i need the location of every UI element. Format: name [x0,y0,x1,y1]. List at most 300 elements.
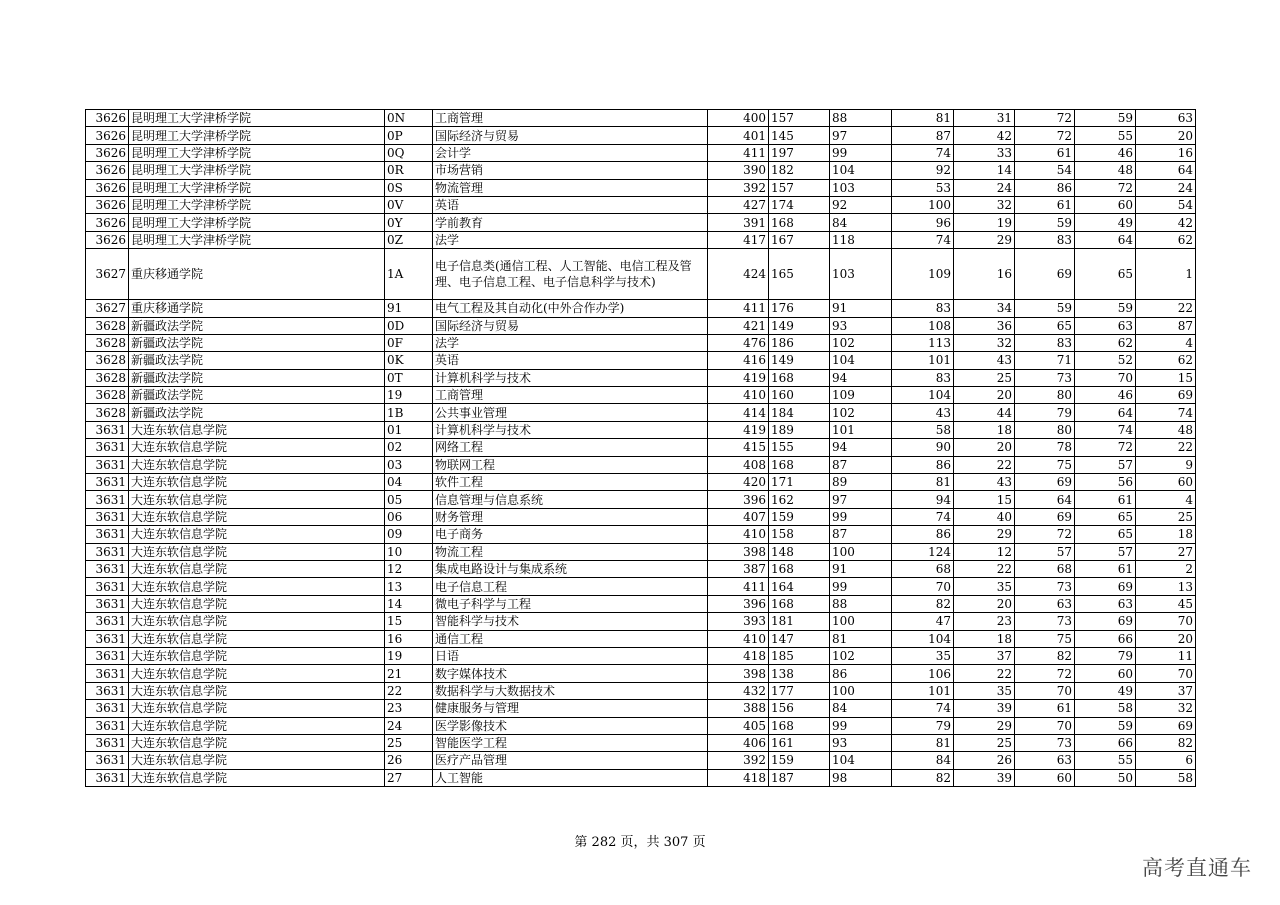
score-d-cell: 81 [892,734,954,751]
major-code-cell: 27 [385,769,433,786]
major-name-cell: 物联网工程 [433,456,708,473]
major-code-cell: 05 [385,491,433,508]
score-g-cell: 63 [1075,317,1136,334]
score-b-cell: 148 [769,543,830,560]
school-code-cell: 3631 [86,491,129,508]
score-b-cell: 155 [769,439,830,456]
score-g-cell: 55 [1075,127,1136,144]
score-h-cell: 70 [1136,613,1196,630]
table-row [86,249,1196,300]
score-b-cell: 168 [769,560,830,577]
school-name-cell: 新疆政法学院 [129,317,385,334]
score-b-cell: 159 [769,508,830,525]
table-row [86,421,1196,438]
score-d-cell: 81 [892,474,954,491]
score-c-cell: 84 [830,700,892,717]
major-name-cell: 智能科学与技术 [433,613,708,630]
score-f-cell: 73 [1015,369,1075,386]
score-e-cell: 39 [954,700,1015,717]
score-e-cell: 25 [954,734,1015,751]
score-h-cell: 20 [1136,630,1196,647]
major-code-cell: 13 [385,578,433,595]
score-e-cell: 18 [954,630,1015,647]
school-name-cell: 昆明理工大学津桥学院 [129,144,385,161]
school-code-cell: 3631 [86,752,129,769]
watermark-logo: 高考直通车 [1142,856,1252,880]
score-b-cell: 149 [769,352,830,369]
score-d-cell: 83 [892,369,954,386]
school-code-cell: 3628 [86,369,129,386]
score-g-cell: 63 [1075,595,1136,612]
table-row [86,387,1196,404]
table-row [86,334,1196,351]
score-cell: 396 [708,595,769,612]
score-e-cell: 35 [954,682,1015,699]
score-d-cell: 124 [892,543,954,560]
table-row [86,543,1196,560]
table-row [86,682,1196,699]
school-code-cell: 3631 [86,578,129,595]
score-e-cell: 31 [954,110,1015,127]
school-name-cell: 大连东软信息学院 [129,752,385,769]
score-g-cell: 46 [1075,144,1136,161]
score-g-cell: 79 [1075,647,1136,664]
score-c-cell: 100 [830,543,892,560]
major-name-cell: 电子商务 [433,526,708,543]
major-code-cell: 25 [385,734,433,751]
score-b-cell: 189 [769,421,830,438]
score-h-cell: 69 [1136,717,1196,734]
score-h-cell: 62 [1136,352,1196,369]
score-h-cell: 1 [1136,249,1196,300]
score-h-cell: 64 [1136,162,1196,179]
major-code-cell: 23 [385,700,433,717]
school-code-cell: 3631 [86,700,129,717]
score-c-cell: 87 [830,456,892,473]
score-b-cell: 164 [769,578,830,595]
table-row [86,369,1196,386]
score-e-cell: 16 [954,249,1015,300]
score-f-cell: 59 [1015,300,1075,317]
score-f-cell: 68 [1015,560,1075,577]
score-c-cell: 91 [830,560,892,577]
school-code-cell: 3631 [86,769,129,786]
score-g-cell: 61 [1075,491,1136,508]
score-g-cell: 59 [1075,717,1136,734]
score-g-cell: 64 [1075,231,1136,248]
table-row [86,752,1196,769]
score-f-cell: 65 [1015,317,1075,334]
score-cell: 418 [708,647,769,664]
score-d-cell: 104 [892,387,954,404]
score-h-cell: 13 [1136,578,1196,595]
school-code-cell: 3628 [86,352,129,369]
score-e-cell: 18 [954,421,1015,438]
score-b-cell: 145 [769,127,830,144]
score-d-cell: 94 [892,491,954,508]
score-b-cell: 156 [769,700,830,717]
score-b-cell: 197 [769,144,830,161]
score-d-cell: 101 [892,682,954,699]
school-name-cell: 重庆移通学院 [129,300,385,317]
score-e-cell: 25 [954,369,1015,386]
score-c-cell: 99 [830,508,892,525]
major-code-cell: 0Z [385,231,433,248]
school-code-cell: 3631 [86,647,129,664]
major-name-cell: 网络工程 [433,439,708,456]
school-name-cell: 大连东软信息学院 [129,630,385,647]
score-c-cell: 94 [830,369,892,386]
score-e-cell: 42 [954,127,1015,144]
school-name-cell: 新疆政法学院 [129,334,385,351]
score-d-cell: 74 [892,508,954,525]
score-cell: 387 [708,560,769,577]
score-e-cell: 29 [954,717,1015,734]
major-code-cell: 16 [385,630,433,647]
score-g-cell: 58 [1075,700,1136,717]
school-name-cell: 大连东软信息学院 [129,474,385,491]
score-h-cell: 2 [1136,560,1196,577]
school-code-cell: 3628 [86,387,129,404]
table-row [86,127,1196,144]
score-cell: 400 [708,110,769,127]
score-d-cell: 79 [892,717,954,734]
score-cell: 410 [708,387,769,404]
score-f-cell: 59 [1015,214,1075,231]
school-name-cell: 大连东软信息学院 [129,734,385,751]
score-g-cell: 59 [1075,300,1136,317]
score-f-cell: 79 [1015,404,1075,421]
school-code-cell: 3631 [86,682,129,699]
score-g-cell: 64 [1075,404,1136,421]
score-c-cell: 91 [830,300,892,317]
score-c-cell: 103 [830,179,892,196]
table-row [86,560,1196,577]
school-name-cell: 大连东软信息学院 [129,700,385,717]
major-code-cell: 24 [385,717,433,734]
major-code-cell: 02 [385,439,433,456]
score-c-cell: 87 [830,526,892,543]
score-cell: 476 [708,334,769,351]
score-e-cell: 32 [954,334,1015,351]
score-c-cell: 99 [830,144,892,161]
score-b-cell: 177 [769,682,830,699]
score-f-cell: 82 [1015,647,1075,664]
school-code-cell: 3628 [86,334,129,351]
table-row [86,578,1196,595]
school-code-cell: 3631 [86,734,129,751]
score-b-cell: 161 [769,734,830,751]
score-e-cell: 32 [954,196,1015,213]
score-h-cell: 45 [1136,595,1196,612]
score-b-cell: 168 [769,595,830,612]
school-code-cell: 3631 [86,560,129,577]
score-d-cell: 53 [892,179,954,196]
score-c-cell: 100 [830,682,892,699]
school-name-cell: 大连东软信息学院 [129,647,385,664]
score-d-cell: 74 [892,231,954,248]
score-f-cell: 60 [1015,769,1075,786]
score-c-cell: 100 [830,613,892,630]
major-code-cell: 03 [385,456,433,473]
score-cell: 392 [708,179,769,196]
score-cell: 432 [708,682,769,699]
score-f-cell: 75 [1015,456,1075,473]
score-e-cell: 26 [954,752,1015,769]
score-g-cell: 66 [1075,734,1136,751]
school-code-cell: 3627 [86,249,129,300]
score-d-cell: 109 [892,249,954,300]
score-c-cell: 93 [830,317,892,334]
score-c-cell: 99 [830,578,892,595]
school-name-cell: 昆明理工大学津桥学院 [129,179,385,196]
major-name-cell: 微电子科学与工程 [433,595,708,612]
score-c-cell: 101 [830,421,892,438]
score-e-cell: 34 [954,300,1015,317]
score-h-cell: 62 [1136,231,1196,248]
table-row [86,231,1196,248]
major-code-cell: 26 [385,752,433,769]
major-code-cell: 09 [385,526,433,543]
score-cell: 398 [708,543,769,560]
score-c-cell: 103 [830,249,892,300]
score-f-cell: 73 [1015,613,1075,630]
score-h-cell: 18 [1136,526,1196,543]
score-d-cell: 74 [892,700,954,717]
school-name-cell: 重庆移通学院 [129,249,385,300]
major-code-cell: 1A [385,249,433,300]
score-d-cell: 83 [892,300,954,317]
score-f-cell: 86 [1015,179,1075,196]
score-h-cell: 32 [1136,700,1196,717]
score-cell: 391 [708,214,769,231]
score-d-cell: 101 [892,352,954,369]
score-cell: 401 [708,127,769,144]
score-d-cell: 82 [892,595,954,612]
score-cell: 414 [708,404,769,421]
score-c-cell: 98 [830,769,892,786]
score-d-cell: 43 [892,404,954,421]
score-d-cell: 81 [892,110,954,127]
score-e-cell: 35 [954,578,1015,595]
score-h-cell: 25 [1136,508,1196,525]
table-row [86,214,1196,231]
school-name-cell: 大连东软信息学院 [129,682,385,699]
score-h-cell: 22 [1136,300,1196,317]
score-e-cell: 29 [954,231,1015,248]
page-footer: 第 282 页，共 307 页 [574,835,706,850]
major-name-cell: 计算机科学与技术 [433,421,708,438]
score-g-cell: 55 [1075,752,1136,769]
score-cell: 393 [708,613,769,630]
score-cell: 410 [708,526,769,543]
score-cell: 398 [708,665,769,682]
score-f-cell: 54 [1015,162,1075,179]
score-d-cell: 92 [892,162,954,179]
score-c-cell: 104 [830,162,892,179]
major-code-cell: 0P [385,127,433,144]
score-b-cell: 168 [769,369,830,386]
major-code-cell: 22 [385,682,433,699]
major-code-cell: 0S [385,179,433,196]
school-code-cell: 3626 [86,144,129,161]
score-cell: 407 [708,508,769,525]
major-code-cell: 0R [385,162,433,179]
major-code-cell: 01 [385,421,433,438]
score-b-cell: 149 [769,317,830,334]
school-code-cell: 3631 [86,630,129,647]
major-code-cell: 0T [385,369,433,386]
score-f-cell: 83 [1015,334,1075,351]
table-row [86,352,1196,369]
major-name-cell: 集成电路设计与集成系统 [433,560,708,577]
score-c-cell: 89 [830,474,892,491]
school-code-cell: 3631 [86,717,129,734]
score-cell: 405 [708,717,769,734]
score-d-cell: 87 [892,127,954,144]
major-name-cell: 健康服务与管理 [433,700,708,717]
major-name-cell: 学前教育 [433,214,708,231]
major-name-cell: 英语 [433,196,708,213]
score-e-cell: 22 [954,665,1015,682]
major-code-cell: 04 [385,474,433,491]
score-e-cell: 20 [954,439,1015,456]
school-name-cell: 昆明理工大学津桥学院 [129,196,385,213]
score-cell: 419 [708,369,769,386]
score-e-cell: 20 [954,387,1015,404]
table-row [86,647,1196,664]
score-e-cell: 14 [954,162,1015,179]
score-cell: 415 [708,439,769,456]
school-code-cell: 3631 [86,613,129,630]
score-g-cell: 50 [1075,769,1136,786]
score-cell: 411 [708,144,769,161]
school-name-cell: 昆明理工大学津桥学院 [129,231,385,248]
major-name-cell: 英语 [433,352,708,369]
school-name-cell: 大连东软信息学院 [129,595,385,612]
score-e-cell: 43 [954,474,1015,491]
school-code-cell: 3628 [86,404,129,421]
score-b-cell: 147 [769,630,830,647]
school-code-cell: 3627 [86,300,129,317]
score-b-cell: 160 [769,387,830,404]
score-g-cell: 49 [1075,682,1136,699]
school-name-cell: 大连东软信息学院 [129,665,385,682]
school-code-cell: 3626 [86,162,129,179]
score-f-cell: 75 [1015,630,1075,647]
score-d-cell: 70 [892,578,954,595]
major-code-cell: 0Q [385,144,433,161]
score-g-cell: 59 [1075,110,1136,127]
score-b-cell: 171 [769,474,830,491]
table-row [86,317,1196,334]
score-h-cell: 70 [1136,665,1196,682]
score-g-cell: 60 [1075,196,1136,213]
score-b-cell: 138 [769,665,830,682]
score-h-cell: 82 [1136,734,1196,751]
school-code-cell: 3631 [86,543,129,560]
major-code-cell: 0N [385,110,433,127]
major-name-cell: 信息管理与信息系统 [433,491,708,508]
score-d-cell: 104 [892,630,954,647]
score-c-cell: 88 [830,110,892,127]
score-d-cell: 82 [892,769,954,786]
major-name-cell: 日语 [433,647,708,664]
score-cell: 417 [708,231,769,248]
score-d-cell: 96 [892,214,954,231]
score-d-cell: 113 [892,334,954,351]
school-name-cell: 大连东软信息学院 [129,578,385,595]
major-code-cell: 0D [385,317,433,334]
major-name-cell: 公共事业管理 [433,404,708,421]
score-g-cell: 65 [1075,249,1136,300]
score-cell: 388 [708,700,769,717]
table-row [86,717,1196,734]
score-e-cell: 19 [954,214,1015,231]
major-name-cell: 电子信息工程 [433,578,708,595]
major-code-cell: 1B [385,404,433,421]
major-name-cell: 市场营销 [433,162,708,179]
score-e-cell: 23 [954,613,1015,630]
score-g-cell: 70 [1075,369,1136,386]
major-code-cell: 0F [385,334,433,351]
score-f-cell: 72 [1015,665,1075,682]
major-name-cell: 工商管理 [433,387,708,404]
score-h-cell: 60 [1136,474,1196,491]
score-cell: 420 [708,474,769,491]
score-d-cell: 74 [892,144,954,161]
score-c-cell: 102 [830,647,892,664]
major-code-cell: 91 [385,300,433,317]
score-f-cell: 73 [1015,578,1075,595]
table-row [86,665,1196,682]
major-name-cell: 软件工程 [433,474,708,491]
table-row [86,508,1196,525]
score-e-cell: 24 [954,179,1015,196]
major-name-cell: 物流工程 [433,543,708,560]
score-f-cell: 80 [1015,421,1075,438]
score-e-cell: 40 [954,508,1015,525]
school-code-cell: 3631 [86,595,129,612]
score-g-cell: 74 [1075,421,1136,438]
score-d-cell: 35 [892,647,954,664]
score-b-cell: 168 [769,456,830,473]
score-d-cell: 84 [892,752,954,769]
school-name-cell: 新疆政法学院 [129,387,385,404]
score-cell: 416 [708,352,769,369]
major-name-cell: 医疗产品管理 [433,752,708,769]
school-name-cell: 大连东软信息学院 [129,769,385,786]
score-e-cell: 22 [954,456,1015,473]
score-h-cell: 87 [1136,317,1196,334]
table-row [86,196,1196,213]
major-name-cell: 数字媒体技术 [433,665,708,682]
score-g-cell: 66 [1075,630,1136,647]
score-cell: 408 [708,456,769,473]
major-name-cell: 国际经济与贸易 [433,317,708,334]
score-f-cell: 72 [1015,127,1075,144]
score-e-cell: 37 [954,647,1015,664]
table-row [86,456,1196,473]
score-b-cell: 165 [769,249,830,300]
score-f-cell: 63 [1015,752,1075,769]
score-c-cell: 81 [830,630,892,647]
major-code-cell: 12 [385,560,433,577]
score-c-cell: 99 [830,717,892,734]
table-row [86,439,1196,456]
score-d-cell: 86 [892,526,954,543]
score-b-cell: 185 [769,647,830,664]
